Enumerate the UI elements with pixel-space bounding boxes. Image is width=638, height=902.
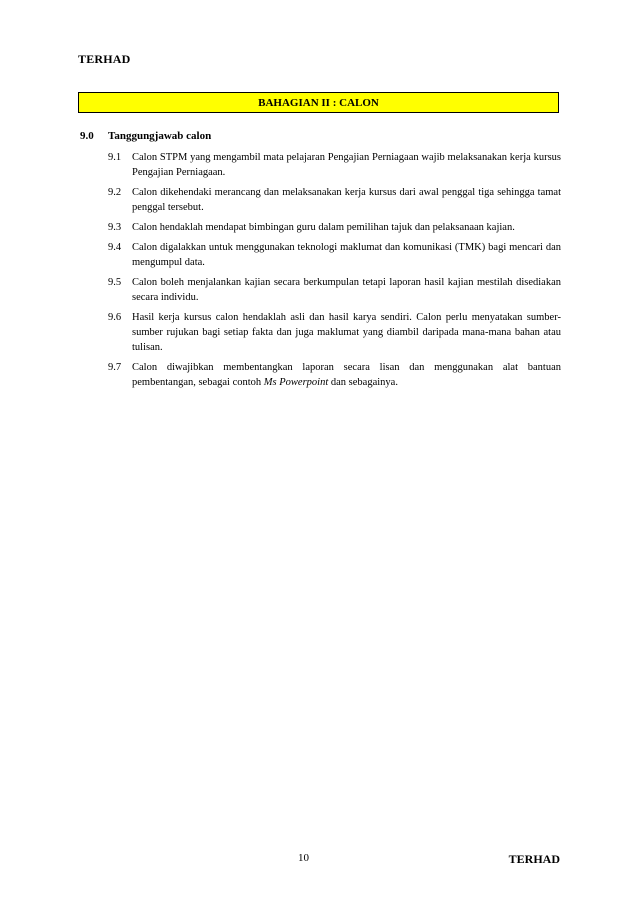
item-text: Calon digalakkan untuk menggunakan teknologi maklumat dan komunikasi (TMK) bagi mencari dan mengumpul data. xyxy=(132,242,561,268)
item-number: 9.7 xyxy=(108,362,122,373)
list-item xyxy=(108,240,561,270)
item-number: 9.4 xyxy=(108,242,122,253)
list-item xyxy=(108,220,561,235)
item-text-before: Calon diwajibkan membentangkan laporan secara lisan dan menggunakan alat bantuan pembentangan, sebagai contoh xyxy=(132,362,561,388)
list-item xyxy=(108,150,561,180)
section-title: Tanggungjawab calon xyxy=(108,130,212,142)
item-text-italic: Ms Powerpoint xyxy=(263,377,329,388)
list-item xyxy=(108,310,561,355)
item-number: 9.2 xyxy=(108,187,122,198)
header-classification-label: TERHAD xyxy=(78,52,131,66)
page-number: 10 xyxy=(298,852,309,864)
section-heading xyxy=(80,128,561,144)
item-text: Hasil kerja kursus calon hendaklah asli dan hasil karya sendiri. Calon perlu menyatakan sumber-sumber rujukan bagi setiap fakta dan juga maklumat yang diambil daripada mana-mana bahan atau tulisan. xyxy=(132,312,561,353)
section-number: 9.0 xyxy=(80,130,94,142)
item-number: 9.3 xyxy=(108,222,122,233)
list-item xyxy=(108,275,561,305)
item-list xyxy=(108,150,561,390)
item-text: Calon STPM yang mengambil mata pelajaran Pengajian Perniagaan wajib melaksanakan kerja kursus Pengajian Perniagaan. xyxy=(132,152,561,178)
item-text: Calon boleh menjalankan kajian secara berkumpulan tetapi laporan hasil kajian mestilah disediakan secara individu. xyxy=(132,277,561,303)
item-number: 9.5 xyxy=(108,277,122,288)
banner-title: BAHAGIAN II : CALON xyxy=(258,96,379,109)
item-number: 9.6 xyxy=(108,312,122,323)
list-item xyxy=(108,185,561,215)
item-text: Calon hendaklah mendapat bimbingan guru dalam pemilihan tajuk dan pelaksanaan kajian. xyxy=(132,222,515,233)
responsibilities-section xyxy=(80,128,561,395)
item-number: 9.1 xyxy=(108,152,122,163)
footer-classification-label: TERHAD xyxy=(508,852,560,866)
list-item xyxy=(108,360,561,390)
item-text-after: dan sebagainya. xyxy=(328,377,398,388)
section-banner xyxy=(78,92,559,113)
item-text xyxy=(132,360,561,390)
item-text: Calon dikehendaki merancang dan melaksanakan kerja kursus dari awal penggal tiga sehingga tamat penggal tersebut. xyxy=(132,187,561,213)
